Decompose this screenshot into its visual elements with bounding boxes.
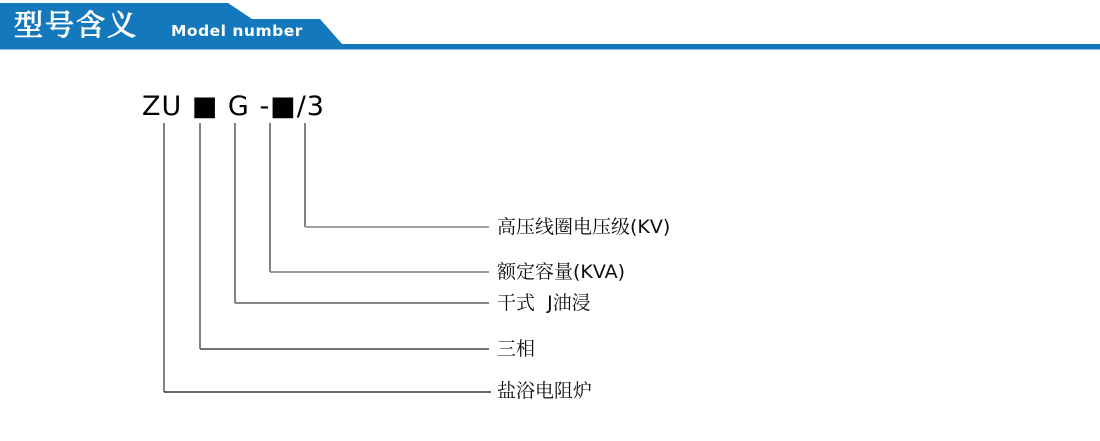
annotation-label-hv-voltage: 高压线圈电压级(KV) — [497, 216, 671, 238]
annotation-label-dry-oil-type: 干式 J油浸 — [497, 292, 591, 314]
section-title-zh: 型号含义 — [14, 8, 139, 42]
model-code-text: ZU ■ G -■/3 — [142, 91, 325, 122]
connector-stems — [164, 123, 305, 392]
annotation-label-three-phase: 三相 — [497, 338, 536, 360]
section-title-en: Model number — [171, 22, 303, 40]
annotation-label-salt-bath-furnace: 盐浴电阻炉 — [497, 380, 593, 402]
annotation-label-rated-capacity: 额定容量(KVA) — [497, 261, 626, 283]
